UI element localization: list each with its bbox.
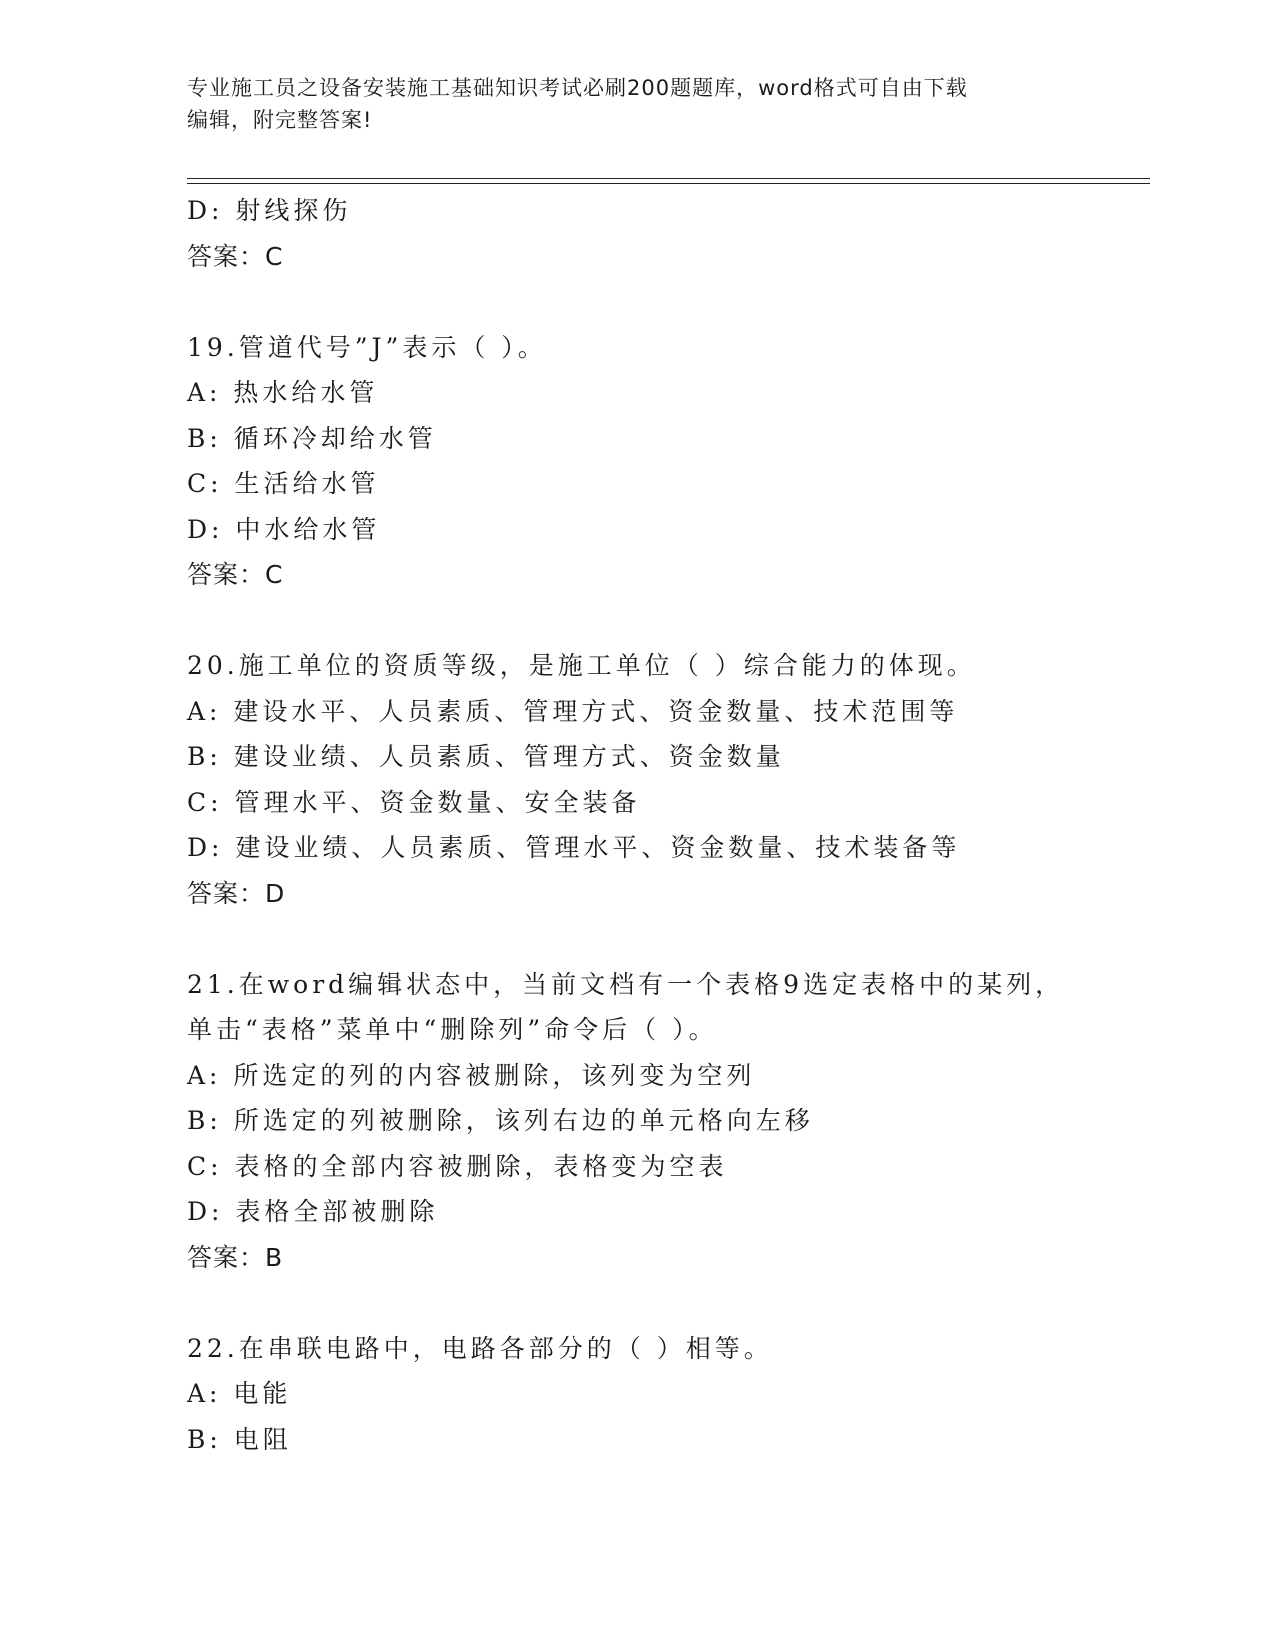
option-c: C: 生活给水管 xyxy=(187,469,380,498)
question-block xyxy=(187,325,1187,598)
block-spacer xyxy=(187,598,1187,644)
question-block xyxy=(187,188,1187,279)
option-c: C: 表格的全部内容被删除，表格变为空表 xyxy=(187,1151,728,1181)
question-text: 19.管道代号”J”表示（ ）。 xyxy=(187,332,547,362)
page-header xyxy=(187,72,1087,136)
option-b: B: 循环冷却给水管 xyxy=(187,423,437,453)
option-a: A: 建设水平、人员素质、管理方式、资金数量、技术范围等 xyxy=(187,696,959,726)
option-d: D: 建设业绩、人员素质、管理水平、资金数量、技术装备等 xyxy=(187,833,961,862)
option-a: A: 电能 xyxy=(187,1379,292,1408)
option-b: B: 所选定的列被删除，该列右边的单元格向左移 xyxy=(187,1106,814,1135)
option-d: D: 中水给水管 xyxy=(187,514,381,544)
block-spacer xyxy=(187,916,1187,962)
header-divider-top xyxy=(187,178,1150,179)
answer: 答案：D xyxy=(187,878,286,908)
question-text: 21.在word编辑状态中，当前文档有一个表格9选定表格中的某列， xyxy=(187,969,1065,999)
option-a: A: 热水给水管 xyxy=(187,378,379,407)
question-list xyxy=(187,188,1187,1462)
question-block xyxy=(187,1326,1187,1463)
option-c: C: 管理水平、资金数量、安全装备 xyxy=(187,787,641,817)
question-block xyxy=(187,643,1187,916)
option-b: B: 电阻 xyxy=(187,1424,292,1454)
question-text: 20.施工单位的资质等级，是施工单位（ ）综合能力的体现。 xyxy=(187,651,976,680)
answer: 答案：B xyxy=(187,1242,284,1272)
block-spacer xyxy=(187,279,1187,325)
option-d: D: 表格全部被删除 xyxy=(187,1197,439,1226)
header-divider-bottom xyxy=(187,183,1150,184)
block-spacer xyxy=(187,1280,1187,1326)
answer: 答案：C xyxy=(187,560,284,589)
question-block xyxy=(187,962,1187,1281)
header-title-line-2: 编辑，附完整答案! xyxy=(187,108,373,132)
option-d: D: 射线探伤 xyxy=(187,196,352,225)
option-a: A: 所选定的列的内容被删除，该列变为空列 xyxy=(187,1060,756,1090)
answer: 答案：C xyxy=(187,241,284,271)
header-title-line-1: 专业施工员之设备安装施工基础知识考试必刷200题题库，word格式可自由下载 xyxy=(187,76,968,100)
question-text: 22.在串联电路中，电路各部分的（ ）相等。 xyxy=(187,1333,773,1363)
question-text-continued: 单击“表格”菜单中“删除列”命令后（ ）。 xyxy=(187,1015,718,1044)
option-b: B: 建设业绩、人员素质、管理方式、资金数量 xyxy=(187,742,785,771)
